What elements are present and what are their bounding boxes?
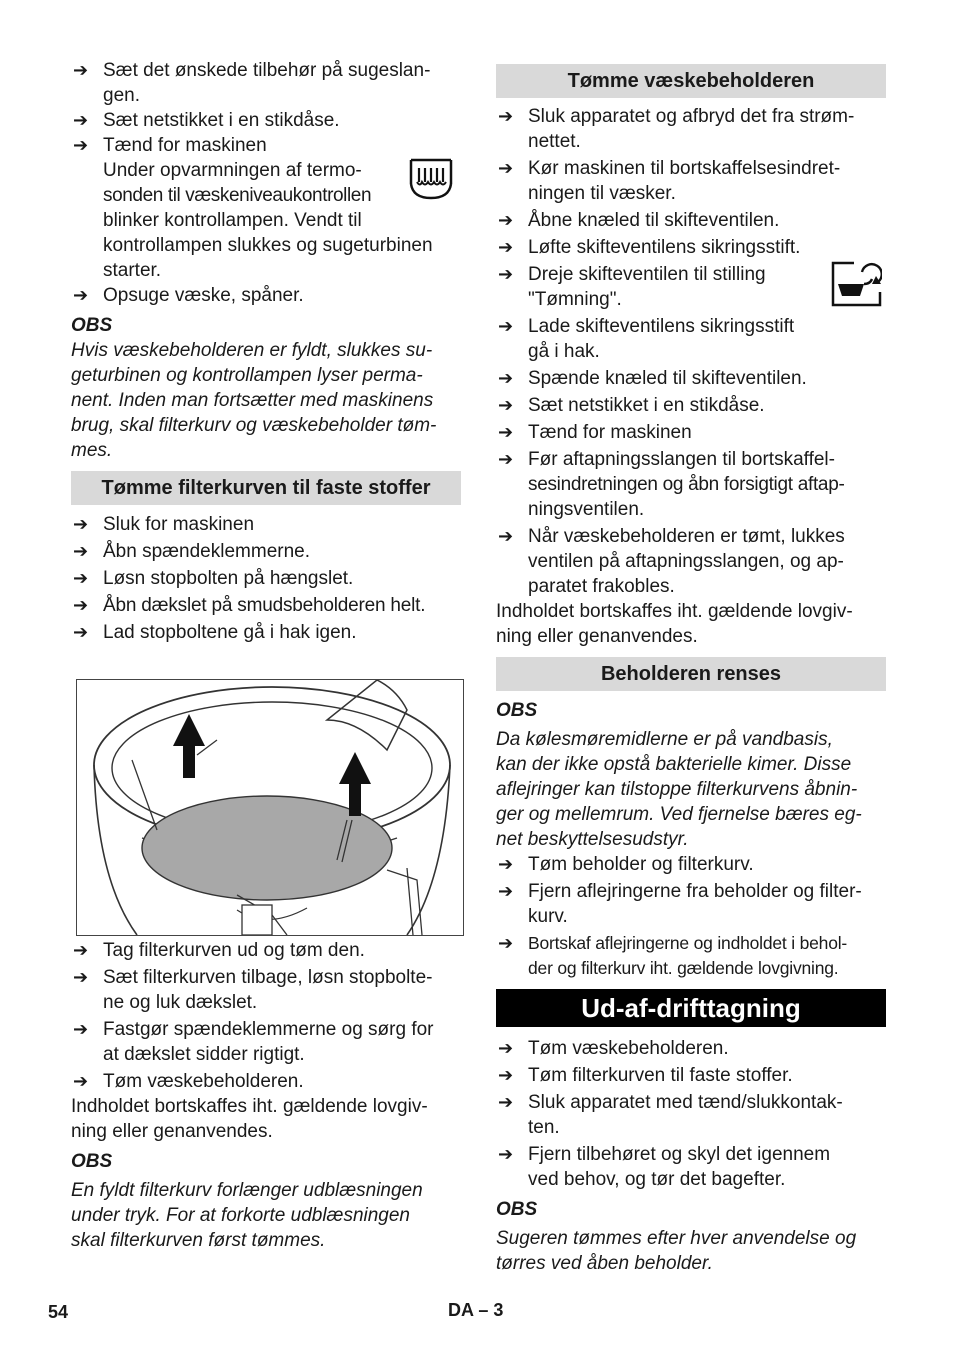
- step-close-drain-valve: ➔ Når væskebeholderen er tømt, lukkes ventilen på aftapningsslangen, og ap- paratet frakobles.: [498, 526, 845, 597]
- arrow-icon: ➔: [498, 106, 514, 126]
- arrow-icon: ➔: [498, 422, 514, 442]
- step-switch-off-appliance: ➔ Sluk apparatet med tænd/slukkontak- ten.: [498, 1092, 843, 1138]
- obs-label: OBS: [71, 1151, 113, 1172]
- step-move-to-disposal: ➔ Kør maskinen til bortskaffelsesindret- ningen til væsker.: [498, 158, 841, 204]
- liquid-level-icon: [408, 158, 454, 200]
- step-suck-liquid: ➔ Opsuge væske, spåner.: [73, 285, 304, 306]
- arrow-icon: ➔: [73, 622, 89, 642]
- obs-note: Da kølesmøremidlerne er på vandbasis, kan der ikke opstå bakterielle kimer. Disse aflejringer kan tilstoppe filterkurvens åbnin- ger og mellemrum. Ved fjernelse bæres eg- net beskyttelsesudstyr.: [496, 729, 862, 850]
- drain-valve-icon: [830, 260, 882, 308]
- arrow-icon: ➔: [498, 368, 514, 388]
- step-empty-liquid-tank: ➔ Tøm væskebeholderen.: [73, 1071, 304, 1092]
- section-heading-decommissioning: Ud-af-drifttagning: [496, 989, 886, 1027]
- obs-label: OBS: [496, 1199, 538, 1220]
- obs-label: OBS: [71, 315, 113, 336]
- step-tighten-knee-joint: ➔ Spænde knæled til skifteventilen.: [498, 368, 807, 389]
- arrow-icon: ➔: [498, 854, 514, 874]
- disposal-paragraph: Indholdet bortskaffes iht. gældende lovgiv- ning eller genanvendes.: [71, 1096, 428, 1142]
- step-remove-basket: ➔ Tag filterkurven ud og tøm den.: [73, 940, 365, 961]
- step-engage-bolts: ➔ Lad stopboltene gå i hak igen.: [73, 622, 357, 643]
- step-replace-basket: ➔ Sæt filterkurven tilbage, løsn stopbolte- ne og luk dækslet.: [73, 967, 433, 1013]
- obs-note: En fyldt filterkurv forlænger udblæsningen under tryk. For at forkorte udblæsningen skal filterkurven først tømmes.: [71, 1180, 423, 1251]
- step-open-knee-joint: ➔ Åbne knæled til skifteventilen.: [498, 210, 780, 231]
- obs-label: OBS: [496, 700, 538, 721]
- step-remove-deposits: ➔ Fjern aflejringerne fra beholder og filter- kurv.: [498, 881, 862, 927]
- step-empty-filter-basket: ➔ Tøm filterkurven til faste stoffer.: [498, 1065, 793, 1086]
- section-heading-empty-liquid-tank: Tømme væskebeholderen: [496, 64, 886, 98]
- arrow-icon: ➔: [73, 285, 89, 305]
- step-plug-in: ➔ Sæt netstikket i en stikdåse.: [498, 395, 765, 416]
- section-heading-filter-basket: Tømme filterkurven til faste stoffer: [71, 471, 461, 505]
- step-switch-on: ➔ Tænd for maskinen: [498, 422, 692, 443]
- arrow-icon: ➔: [73, 541, 89, 561]
- step-rinse-accessories: ➔ Fjern tilbehøret og skyl det igennem ved behov, og tør det bagefter.: [498, 1144, 831, 1190]
- step-unplug: ➔ Sluk apparatet og afbryd det fra strøm- nettet.: [498, 106, 855, 152]
- arrow-icon: ➔: [498, 237, 514, 257]
- step-open-drain-valve: ➔ Før aftapningsslangen til bortskaffel- sesindretningen og åbn forsigtigt aftap- ningsventilen.: [498, 449, 845, 520]
- step-fasten-clamps: ➔ Fastgør spændeklemmerne og sørg for at dækslet sidder rigtigt.: [73, 1019, 434, 1065]
- step-engage-pin: ➔ Lade skifteventilens sikringsstift gå i hak.: [498, 316, 795, 362]
- arrow-icon: ➔: [73, 940, 89, 960]
- arrow-icon: ➔: [498, 264, 514, 284]
- arrow-icon: ➔: [498, 1144, 514, 1164]
- step-plug-in: ➔ Sæt netstikket i en stikdåse.: [73, 110, 340, 131]
- arrow-icon: ➔: [498, 881, 514, 901]
- arrow-icon: ➔: [498, 526, 514, 546]
- filter-basket-illustration: [76, 679, 464, 936]
- arrow-icon: ➔: [498, 449, 514, 469]
- language-page-label: DA – 3: [448, 1300, 504, 1320]
- arrow-icon: ➔: [498, 316, 514, 336]
- obs-note: Sugeren tømmes efter hver anvendelse og tørres ved åben beholder.: [496, 1228, 857, 1274]
- step-open-lid: ➔ Åbn dækslet på smudsbeholderen helt.: [73, 595, 426, 616]
- obs-note: Hvis væskebeholderen er fyldt, slukkes su- geturbinen og kontrollampen lyser perma- nent. Inden man fortsætter med maskinens brug, skal filterkurv og væskebeholder tøm- mes.: [71, 340, 437, 461]
- arrow-icon: ➔: [73, 1071, 89, 1091]
- warmup-paragraph: Under opvarmningen af termo- sonden til væskeniveaukontrollen blinker kontrollampen. Vendt til kontrollampen slukkes og sugeturbinen starter.: [71, 158, 461, 283]
- disposal-paragraph: Indholdet bortskaffes iht. gældende lovgiv- ning eller genanvendes.: [496, 601, 853, 647]
- arrow-icon: ➔: [73, 1019, 89, 1039]
- step-empty-liquid-tank: ➔ Tøm væskebeholderen.: [498, 1038, 729, 1059]
- step-dispose-deposits: ➔ Bortskaf aflejringerne og indholdet i behol- der og filterkurv iht. gældende lovgivning.: [498, 933, 848, 978]
- arrow-icon: ➔: [73, 110, 89, 130]
- step-attach-accessory: ➔ Sæt det ønskede tilbehør på sugeslan- gen.: [73, 60, 431, 106]
- arrow-icon: ➔: [498, 1065, 514, 1085]
- left-column-lower: [71, 938, 461, 1253]
- left-column: [71, 58, 461, 645]
- step-empty-container-basket: ➔ Tøm beholder og filterkurv.: [498, 854, 754, 875]
- arrow-icon: ➔: [498, 158, 514, 178]
- arrow-icon: ➔: [498, 1038, 514, 1058]
- arrow-icon: ➔: [498, 1092, 514, 1112]
- arrow-icon: ➔: [498, 395, 514, 415]
- step-lift-pin: ➔ Løfte skifteventilens sikringsstift.: [498, 237, 801, 258]
- page-number: 54: [48, 1302, 69, 1322]
- container-drawing: [77, 680, 463, 935]
- arrow-icon: ➔: [498, 933, 513, 953]
- step-switch-on: ➔ Tænd for maskinen: [73, 135, 267, 156]
- arrow-icon: ➔: [73, 967, 89, 987]
- arrow-icon: ➔: [73, 595, 89, 615]
- step-open-clamps: ➔ Åbn spændeklemmerne.: [73, 541, 310, 562]
- arrow-icon: ➔: [73, 135, 89, 155]
- arrow-icon: ➔: [73, 60, 89, 80]
- section-heading-cleaning: Beholderen renses: [496, 657, 886, 691]
- right-column: [496, 64, 886, 1276]
- arrow-icon: ➔: [73, 568, 89, 588]
- step-loosen-bolt: ➔ Løsn stopbolten på hængslet.: [73, 568, 354, 589]
- step-turn-valve: ➔ Dreje skifteventilen til stilling "Tømning".: [496, 262, 886, 312]
- step-switch-off: ➔ Sluk for maskinen: [73, 514, 255, 535]
- arrow-icon: ➔: [498, 210, 514, 230]
- arrow-icon: ➔: [73, 514, 89, 534]
